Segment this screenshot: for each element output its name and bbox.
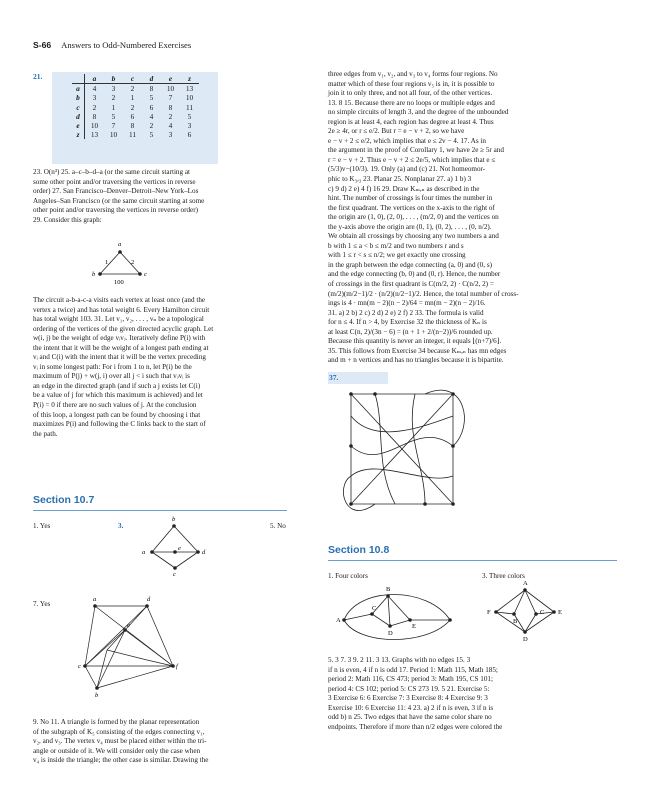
text-line: 9. No 11. A triangle is formed by the planar representation (33, 718, 200, 726)
vertex (552, 610, 556, 614)
text-line: some other point and/or traversing the vertices in reverse (33, 177, 196, 186)
text-line: odd b) n 25. Two edges that have the same color share no (328, 713, 492, 722)
text-line: of crossings in the first quadrant is C(m/2, 2) · C(n/2, 2) = (328, 280, 494, 289)
vertex-label: d (202, 549, 206, 556)
vertex (93, 604, 97, 608)
answer-3-label (118, 522, 123, 532)
vertex-label: F (487, 609, 491, 616)
text-line: if n is even, 4 if n is odd 17. Period 1: Math 115, Math 185; (328, 665, 498, 674)
table-row (72, 103, 199, 112)
text-line: join it to only three, and not all four, of the other vertices. (328, 89, 493, 98)
table-cell: 13 (185, 84, 194, 94)
row-header: z (72, 130, 85, 139)
col-header: b (104, 74, 123, 84)
text-line: the origin are (1, 0), (2, 0), . . . , (m/2, 0) and the vertices on (328, 213, 499, 222)
vertex-label: A (523, 580, 528, 587)
text-line: c) 9 d) 2 e) 4 f) 16 29. Draw Kₘ,ₙ as described in the (328, 184, 480, 193)
text-line: be a value of j for which this maximum is achieved) and let (33, 391, 203, 400)
text-line: We obtain all crossings by choosing any two numbers a and (328, 232, 499, 241)
vertex-label: E (412, 623, 416, 630)
text-line: P(i) = 0 if there are no such values of j. At the conclusion (33, 401, 197, 410)
table-cell: 8 (149, 84, 154, 94)
answer-10-8-1-text: 1. Four colors (328, 572, 368, 580)
text-line: the path. (33, 429, 58, 438)
vertex-label: C (540, 609, 545, 616)
vertex (451, 444, 455, 448)
row-header: d (72, 112, 85, 121)
table-cell: 13 (90, 130, 99, 140)
graph-10-7-7 (78, 596, 195, 700)
vertex (118, 250, 122, 254)
row-header: e (72, 121, 85, 130)
text-line: ings is 4 · mn(m − 2)(n − 2)/64 = mn(m − 2)(n − 2)/16. (328, 299, 486, 308)
text-line: The circuit a-b-a-c-a visits each vertex at least once (and the (33, 296, 206, 304)
edge-weight: 100 (114, 279, 124, 286)
table-cell: 2 (111, 93, 116, 103)
table-row (72, 130, 199, 139)
col-header: a (85, 74, 105, 84)
page-title: Answers to Odd-Numbered Exercises (61, 40, 192, 50)
vertex (523, 630, 527, 634)
table-cell: 2 (149, 121, 154, 131)
table-cell: 3 (111, 84, 116, 94)
table-21-label: 21. (33, 72, 43, 81)
vertex (373, 392, 377, 396)
table-cell: 1 (130, 93, 135, 103)
text-line: order) 27. San Francisco–Denver–Detroit–New York–Los (33, 187, 199, 196)
table-cell: 11 (128, 130, 137, 140)
answer-7-text: 7. Yes (33, 600, 51, 608)
table-cell: 3 (168, 130, 173, 140)
section-rule (328, 560, 617, 561)
text-line: has total weight 103. 31. Let v₁, v₂, . . . , vₙ be a topological (33, 315, 204, 324)
answer-1 (33, 522, 50, 532)
vertex (534, 612, 538, 616)
row-header: c (72, 103, 85, 112)
vertex-label: a (142, 549, 146, 556)
table-cell: 8 (92, 111, 97, 121)
vertex-label: B (513, 618, 518, 625)
table-cell: 2 (130, 102, 135, 112)
graph-10-8-1 (338, 586, 458, 636)
edge (100, 252, 120, 274)
vertex (173, 550, 177, 554)
vertex-label: d (147, 596, 151, 603)
edge (175, 552, 198, 568)
vertex-label: b (92, 271, 96, 278)
table-cell: 5 (149, 93, 154, 103)
left-bottom-text (33, 718, 288, 766)
table-cell: 4 (168, 121, 173, 131)
table-row (72, 121, 199, 130)
vertex (95, 686, 99, 690)
vertex (388, 624, 392, 628)
text-line: the argument in the proof of Corollary 1, we have 2e ≥ 5r and (328, 146, 504, 155)
vertex (423, 502, 427, 506)
text-line: other point and/or traversing the vertices in reverse order) (33, 206, 198, 215)
text-line: an edge in the directed graph (and if such a j exists let C(i) (33, 381, 201, 390)
section-10-8-heading: Section 10.8 (328, 544, 390, 556)
text-line: r = e − v + 2. Thus e − v + 2 ≤ 2e/5, which implies that e ≤ (328, 155, 496, 164)
answer-10-8-3 (482, 572, 525, 582)
table-cell: 6 (149, 102, 154, 112)
text-line: 23. O(n³) 25. a–c–b–d–a (or the same circuit starting at (33, 168, 191, 176)
table-row (72, 84, 199, 94)
table-cell: 10 (90, 121, 99, 131)
vertex (145, 604, 149, 608)
answer-5 (270, 522, 286, 532)
vertex-label: c (173, 571, 176, 578)
vertex (172, 524, 176, 528)
distance-table (72, 74, 199, 139)
text-line: vertex a twice) and has total weight 6. Every Hamilton circuit (33, 305, 210, 314)
text-line: Because this quantity is never an integer, it equals ⌊(n+7)/6⌋. (328, 337, 502, 346)
left-top-text (33, 168, 288, 225)
table-cell: 8 (168, 102, 173, 112)
vertex-label: a (93, 596, 97, 603)
text-line: angle or outside of it. We will consider only the case when (33, 746, 201, 755)
edge (152, 526, 174, 552)
table-row (72, 112, 199, 121)
text-line: endpoints. Therefore if more than n/2 edges were colored the (328, 722, 503, 731)
section-rule (33, 510, 287, 511)
row-header: b (72, 93, 85, 102)
answer-10-8-3-text: 3. Three colors (482, 572, 525, 580)
text-line: 5. 3 7. 3 9. 2 11. 3 13. Graphs with no edges 15. 3 (328, 656, 471, 664)
table-cell: 6 (130, 111, 135, 121)
vertex (98, 272, 102, 276)
text-line: and m + n vertices and has no triangles because it is bipartite. (328, 356, 504, 365)
answer-7 (33, 600, 50, 610)
row-header: a (72, 84, 85, 94)
text-line: (m/2)(m/2−1)/2 · (n/2)(n/2−1)/2. Hence, the total number of cross- (328, 289, 519, 298)
text-line: of the subgraph of K₅ consisting of the edges connecting v₁, (33, 727, 205, 736)
text-line: vᵢ in some longest path: For i from 1 to n, let P(i) be the (33, 362, 192, 371)
table-cell: 2 (168, 111, 173, 121)
text-line: hint. The number of crossings is four times the number in (328, 194, 493, 203)
col-header: z (180, 74, 199, 84)
text-line: 2e ≥ 4r, or r ≤ e/2. But r = e − v + 2, so we have (328, 127, 465, 136)
text-line: in the graph between the edge connecting (a, 0) and (0, s) (328, 260, 492, 269)
vertex-label: D (523, 636, 528, 643)
table-cell: 8 (130, 121, 135, 131)
vertex (494, 610, 498, 614)
vertex (451, 502, 455, 506)
text-line: Exercise 10: 6 Exercise 11: 4 23. a) 2 if n is even, 3 if n is (328, 703, 494, 712)
vertex-label: E (558, 609, 562, 616)
vertex (349, 502, 353, 506)
text-line: v₂, and v₃. The vertex v₄ must be placed either within the tri- (33, 737, 207, 746)
vertex (138, 272, 142, 276)
text-line: w(i, j) be the weight of edge vᵢvⱼ. Iteratively define P(i) with (33, 334, 206, 343)
vertex-label: C (372, 605, 377, 612)
text-line: for n ≤ 4. If n > 4, by Exercise 32 the thickness of Kₙ is (328, 318, 487, 327)
vertex-label: D (388, 630, 393, 637)
vertex-label: c (144, 271, 147, 278)
graph-10-8-3 (480, 580, 570, 644)
graph-29 (90, 241, 180, 294)
vertex (370, 612, 374, 616)
vertex (448, 618, 452, 622)
text-line: e − v + 2 ≤ e/2, which implies that e ≤ 2v − 4. 17. As in (328, 136, 486, 145)
answer-10-8-1 (328, 572, 368, 582)
vertex (150, 550, 154, 554)
vertex-label: A (336, 617, 341, 624)
table-cell: 3 (92, 93, 97, 103)
table-cell: 5 (187, 111, 192, 121)
text-line: v₄ is inside the triangle; the other case is similar. Drawing the (33, 756, 209, 765)
text-line: three edges from v₁, v₂, and v₃ to v₄ forms four regions. No (328, 70, 498, 78)
vertex (386, 594, 390, 598)
text-line: region is at least 4, each region has degree at least 4. Thus (328, 117, 494, 126)
answer-5-text: 5. No (270, 522, 286, 530)
text-line: b with 1 ≤ a < b ≤ m/2 and two numbers r and s (328, 241, 464, 250)
text-line: no simple circuits of length 3, and the degree of the unbounded (328, 108, 509, 117)
text-line: vᵢ and C(i) with the intent that it will be the vertex preceding (33, 353, 206, 362)
text-line: phic to K₃,₃ 23. Planar 25. Nonplanar 27. a) 1 b) 3 (328, 175, 472, 184)
vertex-label: b (95, 692, 99, 699)
text-line: 13. 8 15. Because there are no loops or multiple edges and (328, 98, 495, 107)
table-cell: 11 (185, 102, 194, 112)
vertex (171, 664, 175, 668)
table-cell: 10 (185, 93, 194, 103)
text-line: Angeles–San Francisco (or the same circuit starting at some (33, 196, 205, 205)
table-cell: 10 (166, 84, 175, 94)
table-cell: 3 (187, 121, 192, 131)
text-line: 3 Exercise 6: 6 Exercise 7: 3 Exercise 8: 4 Exercise 9: 3 (328, 694, 488, 703)
table-row (72, 93, 199, 102)
vertex-label: f (176, 663, 178, 670)
vertex (173, 566, 177, 570)
answer-3-text: 3. (118, 522, 124, 530)
vertex (349, 392, 353, 396)
graph-10-7-3 (140, 516, 220, 578)
text-line: with 1 ≤ r < s ≤ n/2; we get exactly one crossing (328, 251, 466, 260)
answer-37-label: 37. (329, 373, 339, 382)
vertex (451, 392, 455, 396)
answer-1-text: 1. Yes (33, 522, 51, 530)
table-header-row (72, 74, 199, 84)
vertex (196, 550, 200, 554)
edge (120, 252, 140, 274)
table-cell: 5 (149, 130, 154, 140)
page-number: S-66 (33, 40, 52, 50)
vertex-label: a (118, 241, 122, 248)
text-line: 31. a) 2 b) 2 c) 2 d) 2 e) 2 f) 2 33. The formula is valid (328, 308, 484, 317)
col-header: d (142, 74, 161, 84)
vertex-label: e (127, 622, 130, 629)
vertex (512, 612, 516, 616)
text-line: matter which of these four regions v₅ is in, it is possible to (328, 79, 495, 88)
right-top-text (328, 70, 617, 366)
table-cell: 10 (109, 130, 118, 140)
text-line: maximum of P(j) + w(j, i) over all j < i such that vⱼvᵢ is (33, 372, 190, 381)
vertex (523, 588, 527, 592)
text-line: period 2: Math 116, CS 473; period 3: Math 195, CS 101; (328, 675, 493, 684)
table-cell: 2 (130, 84, 135, 94)
text-line: and the edge connecting (b, 0) and (0, r). Hence, the number (328, 270, 501, 279)
text-line: of this loop, a longest path can be found by choosing i that (33, 410, 201, 419)
left-mid-text (33, 296, 288, 439)
text-line: the y-axis above the origin are (0, 1), (0, 2), . . . , (0, n/2). (328, 222, 492, 231)
right-bottom-text (328, 656, 617, 732)
vertex-label: B (386, 586, 391, 593)
text-line: period 4: CS 102; period 5: CS 273 19. 5 21. Exercise 5: (328, 684, 490, 693)
text-line: maximizes P(i) and following the C links back to the start of (33, 420, 206, 429)
edge-weight: 1 (105, 259, 109, 266)
table-cell: 4 (92, 84, 97, 94)
col-header: c (123, 74, 142, 84)
table-cell: 5 (111, 111, 116, 121)
table-cell: 1 (111, 102, 116, 112)
section-10-7-heading: Section 10.7 (33, 494, 95, 506)
vertex-label: e (178, 545, 181, 552)
vertex-label: b (172, 516, 176, 523)
figure-37-graph (335, 386, 475, 516)
text-line: at least C(n, 2)/(3n − 6) = (n + 1 + 2/(n−2))/6 rounded up. (328, 327, 493, 336)
table-cell: 6 (187, 130, 192, 140)
page-header (33, 40, 191, 50)
text-line: the first quadrant. The vertices on the x-axis to the right of (328, 203, 495, 212)
table-cell: 4 (149, 111, 154, 121)
vertex (349, 444, 353, 448)
edge-weight: 2 (131, 259, 135, 266)
table-cell: 7 (168, 93, 173, 103)
text-line: 35. This follows from Exercise 34 because Kₘ,ₙ has mn edges (328, 346, 507, 355)
col-header: e (161, 74, 180, 84)
table-cell: 7 (111, 121, 116, 131)
vertex (408, 618, 412, 622)
table-cell: 2 (92, 102, 97, 112)
text-line: ordering of the vertices of the given directed acyclic graph. Let (33, 324, 214, 333)
edge (152, 552, 175, 568)
text-line: the intent that it will be the weight of a longest path ending at (33, 343, 209, 352)
vertex-label: c (78, 663, 81, 670)
vertex (342, 618, 346, 622)
vertex (83, 664, 87, 668)
text-line: 29. Consider this graph: (33, 215, 102, 224)
text-line: (5/3)v−(10/3). 19. Only (a) and (c) 21. Not homeomor- (328, 165, 486, 174)
